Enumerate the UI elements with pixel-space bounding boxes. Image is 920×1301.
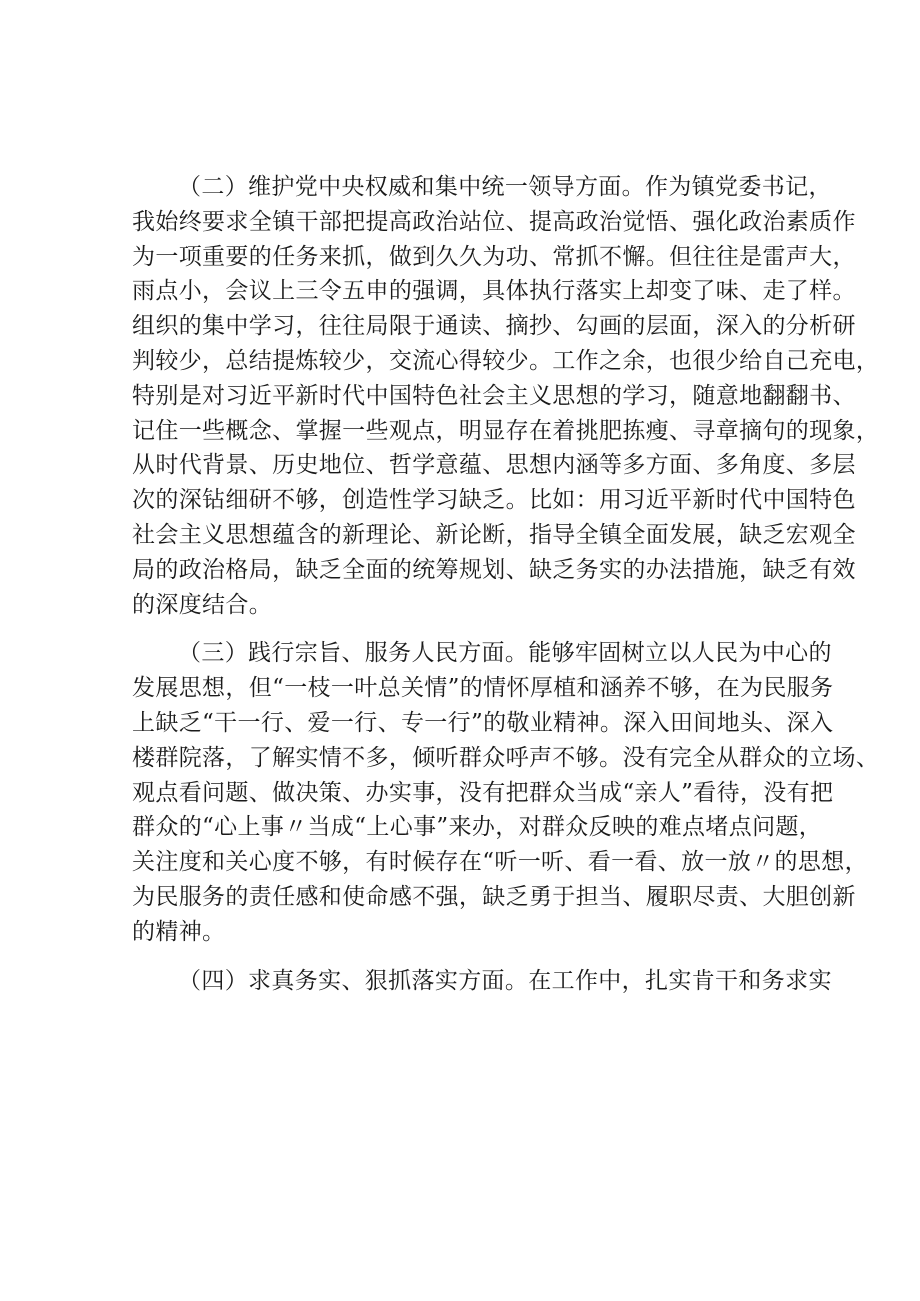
paragraph-line: 社会主义思想蕴含的新理论、新论断，指导全镇全面发展，缺乏宏观全 [132, 521, 856, 548]
paragraph-line: 群众的“心上事〃当成“上心事”来办，对群众反映的难点堵点问题， [132, 814, 823, 841]
paragraph-political-leadership [132, 170, 880, 622]
paragraph-line: 为一项重要的任务来抓，做到久久为功、常抓不懈。但往往是雷声大， [132, 243, 856, 270]
paragraph-line: 组织的集中学习，往往局限于通读、摘抄、勾画的层面，深入的分析研 [132, 313, 856, 340]
paragraph-line: （三）践行宗旨、服务人民方面。能够牢固树立以人民为中心的 [178, 640, 832, 667]
paragraph-line: 楼群院落，了解实情不多，倾听群众呼声不够。没有完全从群众的立场、 [132, 744, 880, 771]
paragraph-line: 关注度和关心度不够，有时候存在“听一听、看一看、放一放〃的思想， [132, 849, 868, 876]
paragraph-line: 的精神。 [132, 918, 226, 945]
paragraph-line: （四）求真务实、狠抓落实方面。在工作中，扎实肯干和务求实 [178, 967, 832, 994]
paragraph-serving-people [132, 636, 880, 949]
paragraph-line: 特别是对习近平新时代中国特色社会主义思想的学习，随意地翻翻书、 [132, 382, 856, 409]
paragraph-line: 判较少，总结提炼较少，交流心得较少。工作之余，也很少给自己充电， [132, 347, 880, 374]
paragraph-line: 雨点小，会议上三令五申的强调，具体执行落实上却变了味、走了样。 [132, 278, 856, 305]
paragraph-pragmatic-work [132, 964, 832, 999]
paragraph-line: 我始终要求全镇干部把提高政治站位、提高政治觉悟、强化政治素质作 [132, 208, 856, 235]
paragraph-line: 的深度结合。 [132, 591, 273, 618]
paragraph-line: 发展思想，但“一枝一叶总关情”的情怀厚植和涵养不够，在为民服务 [132, 675, 834, 702]
paragraph-line: 观点看问题、做决策、办实事，没有把群众当成“亲人”看待，没有把 [132, 779, 834, 806]
paragraph-line: 记住一些概念、掌握一些观点，明显存在着挑肥拣瘦、寻章摘句的现象， [132, 417, 880, 444]
paragraph-line: 从时代背景、历史地位、哲学意蕴、思想内涵等多方面、多角度、多层 [132, 452, 856, 479]
document-body [132, 170, 880, 1012]
paragraph-line: 局的政治格局，缺乏全面的统筹规划、缺乏务实的办法措施，缺乏有效 [132, 556, 856, 583]
paragraph-line: 为民服务的责任感和使命感不强，缺乏勇于担当、履职尽责、大胆创新 [132, 883, 856, 910]
paragraph-line: （二）维护党中央权威和集中统一领导方面。作为镇党委书记， [178, 174, 832, 200]
paragraph-line: 次的深钻细研不够，创造性学习缺乏。比如：用习近平新时代中国特色 [132, 487, 856, 514]
paragraph-line: 上缺乏“干一行、爱一行、专一行”的敬业精神。深入田间地头、深入 [132, 709, 834, 736]
